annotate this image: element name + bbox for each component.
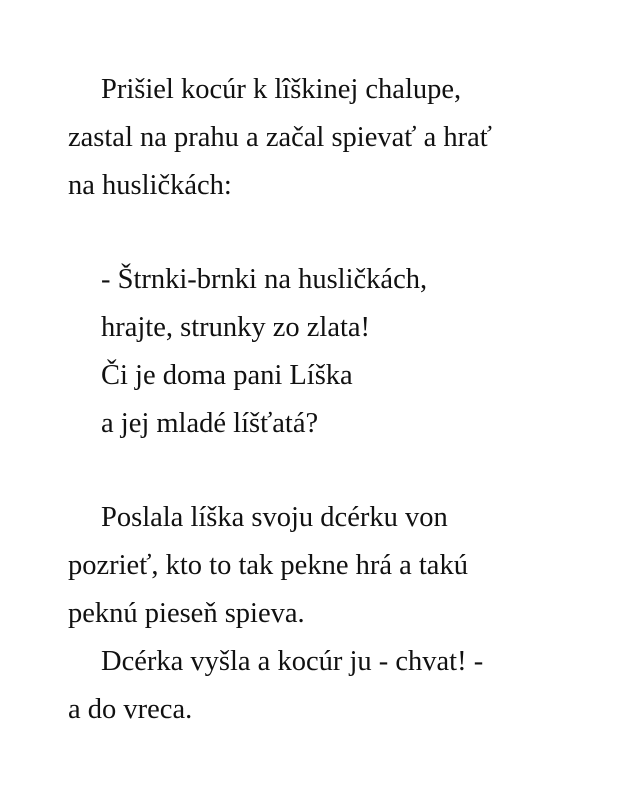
text-line: peknú pieseň spieva.	[68, 598, 305, 629]
paragraph-2	[68, 494, 628, 638]
text-line: Dcérka vyšla a kocúr ju - chvat! -	[101, 646, 484, 677]
text-line: Poslala líška svoju dcérku von	[101, 502, 448, 533]
text-line: a do vreca.	[68, 694, 193, 725]
paragraph-1	[68, 66, 628, 210]
verse-line: a jej mladé líšťatá?	[101, 408, 319, 439]
text-line: na husličkách:	[68, 170, 232, 201]
text-line: pozrieť, kto to tak pekne hrá a takú	[68, 550, 468, 581]
verse-line: Či je doma pani Líška	[101, 360, 353, 391]
paragraph-3	[68, 638, 628, 734]
text-line: Prišiel kocúr k lîškinej chalupe,	[101, 74, 462, 105]
stanza-gap	[68, 448, 628, 494]
text-line: zastal na prahu a začal spievať a hrať	[68, 122, 492, 153]
verse	[68, 256, 628, 448]
verse-line: hrajte, strunky zo zlata!	[101, 312, 371, 343]
stanza-gap	[68, 210, 628, 256]
verse-line: - Štrnki-brnki na husličkách,	[101, 264, 428, 295]
story-text	[68, 66, 628, 734]
